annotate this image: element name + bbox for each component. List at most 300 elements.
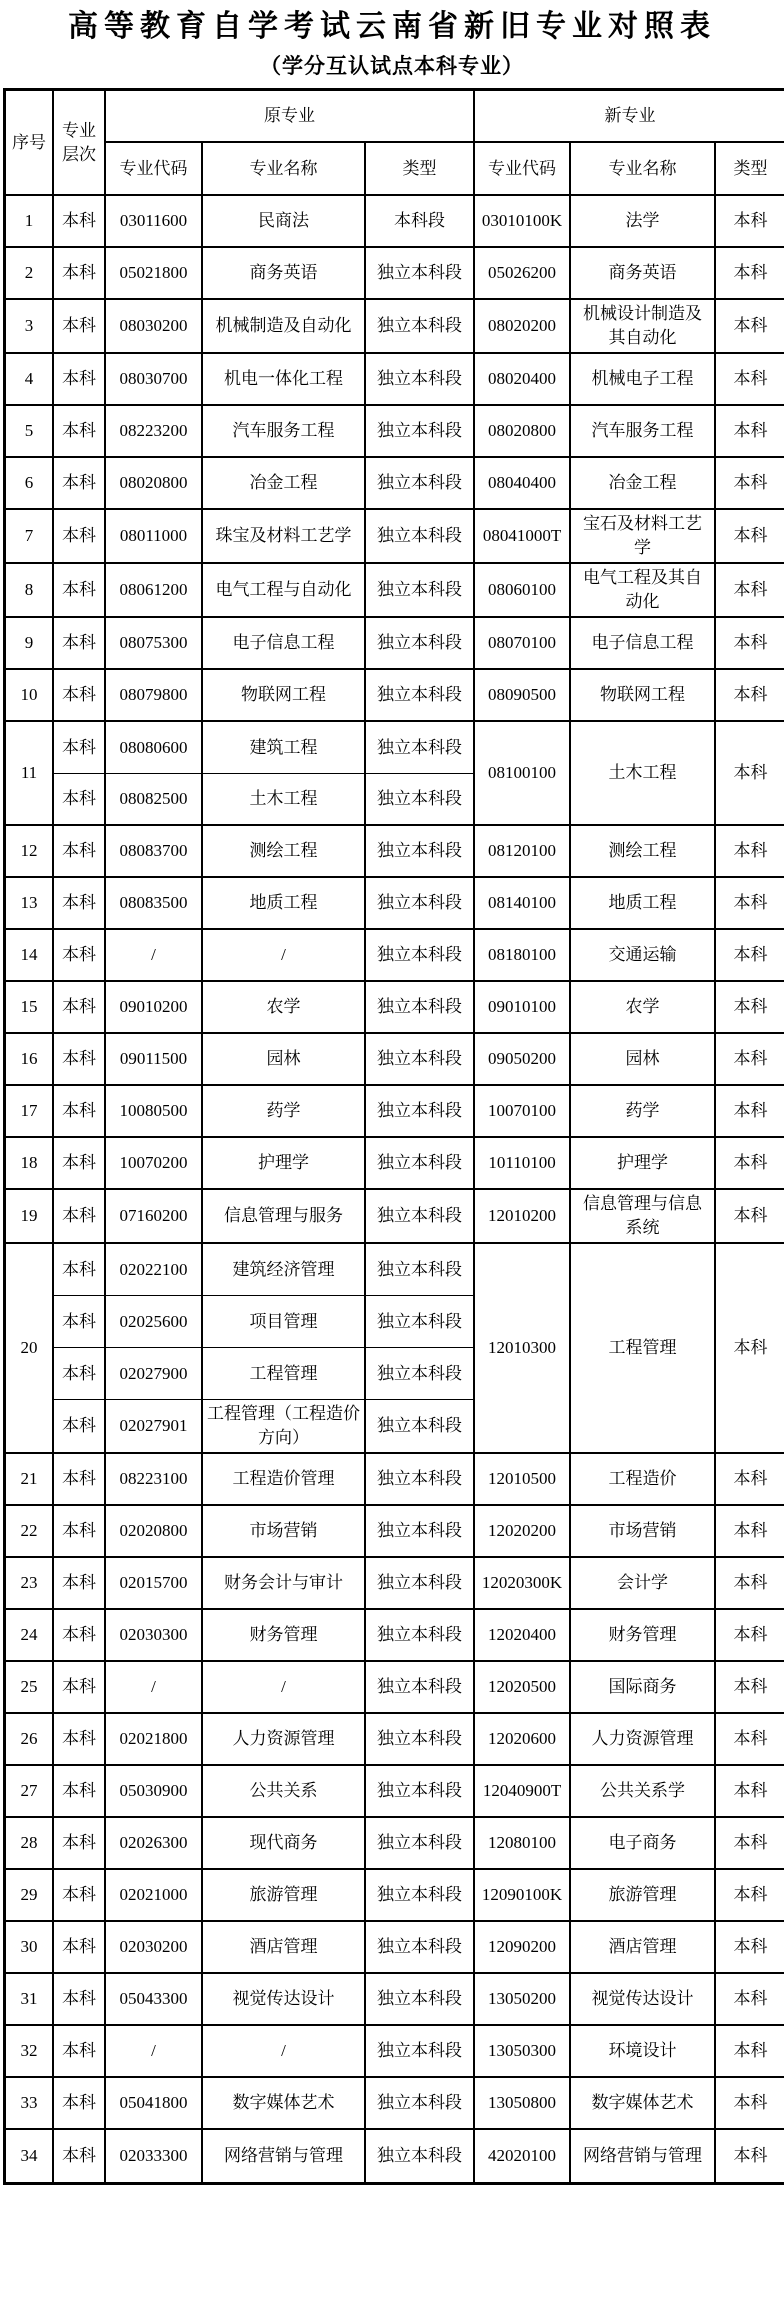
table-row: [6, 826, 784, 878]
new-major-name-cell: 商务英语: [571, 248, 716, 300]
new-major-code-cell: 09010100: [475, 982, 571, 1034]
old-major-code-cell: 02027900: [106, 1348, 203, 1400]
old-major-code-cell: 02021800: [106, 1714, 203, 1766]
new-major-name-cell: 电气工程及其自动化: [571, 564, 716, 618]
table-row: [6, 1974, 784, 2026]
old-major-type-cell: 独立本科段: [366, 248, 475, 300]
new-major-name-cell: 视觉传达设计: [571, 1974, 716, 2026]
new-major-code-cell: 10070100: [475, 1086, 571, 1138]
old-major-type-cell: 独立本科段: [366, 1086, 475, 1138]
old-major-code-cell: 05043300: [106, 1974, 203, 2026]
old-major-name-cell: 地质工程: [203, 878, 366, 930]
old-major-type-cell: 独立本科段: [366, 458, 475, 510]
major-level-cell: 本科: [54, 458, 106, 510]
table-row: [6, 1558, 784, 1610]
major-level-cell: 本科: [54, 774, 106, 826]
new-major-type-cell: 本科: [716, 618, 784, 670]
old-major-type-cell: 独立本科段: [366, 1610, 475, 1662]
new-major-name-cell: 药学: [571, 1086, 716, 1138]
serial-number-cell: 18: [6, 1138, 54, 1190]
major-level-cell: 本科: [54, 1558, 106, 1610]
old-major-name-cell: 商务英语: [203, 248, 366, 300]
new-major-type-cell: 本科: [716, 878, 784, 930]
old-major-type-cell: 独立本科段: [366, 1244, 475, 1296]
new-major-name-cell: 酒店管理: [571, 1922, 716, 1974]
major-level-cell: 本科: [54, 2130, 106, 2182]
old-major-name-cell: 旅游管理: [203, 1870, 366, 1922]
old-major-code-cell: 08082500: [106, 774, 203, 826]
new-major-type-cell: 本科: [716, 1190, 784, 1244]
old-major-type-cell: 独立本科段: [366, 1506, 475, 1558]
serial-number-cell: 3: [6, 300, 54, 354]
major-level-cell: 本科: [54, 670, 106, 722]
major-level-cell: 本科: [54, 300, 106, 354]
new-major-type-cell: 本科: [716, 1034, 784, 1086]
new-major-code-cell: 03010100K: [475, 196, 571, 248]
new-major-code-cell: 08070100: [475, 618, 571, 670]
old-major-code-cell: 02026300: [106, 1818, 203, 1870]
new-major-type-cell: 本科: [716, 300, 784, 354]
old-major-name-cell: 建筑经济管理: [203, 1244, 366, 1296]
serial-number-cell: 26: [6, 1714, 54, 1766]
serial-number-cell: 33: [6, 2078, 54, 2130]
table-row: [6, 564, 784, 618]
new-major-type-cell: 本科: [716, 1714, 784, 1766]
serial-number-cell: 32: [6, 2026, 54, 2078]
old-major-type-cell: 独立本科段: [366, 1818, 475, 1870]
old-major-type-cell: 独立本科段: [366, 1714, 475, 1766]
table-row: [6, 1870, 784, 1922]
old-major-code-cell: 02015700: [106, 1558, 203, 1610]
new-major-type-cell: 本科: [716, 1506, 784, 1558]
table-row: [6, 878, 784, 930]
serial-number-cell: 12: [6, 826, 54, 878]
old-major-type-cell: 独立本科段: [366, 354, 475, 406]
table-row: [6, 930, 784, 982]
major-level-cell: 本科: [54, 982, 106, 1034]
old-major-name-cell: 民商法: [203, 196, 366, 248]
old-major-name-cell: 机电一体化工程: [203, 354, 366, 406]
old-major-code-cell: 10070200: [106, 1138, 203, 1190]
old-major-type-cell: 独立本科段: [366, 826, 475, 878]
old-major-code-cell: 08083700: [106, 826, 203, 878]
new-major-type-cell: 本科: [716, 2026, 784, 2078]
old-major-code-cell: 02020800: [106, 1506, 203, 1558]
new-major-name-cell: 人力资源管理: [571, 1714, 716, 1766]
serial-number-cell: 6: [6, 458, 54, 510]
major-level-cell: 本科: [54, 1244, 106, 1296]
major-level-cell: 本科: [54, 1662, 106, 1714]
new-major-type-cell: 本科: [716, 930, 784, 982]
new-major-name-cell: 园林: [571, 1034, 716, 1086]
new-major-code-cell: 12090200: [475, 1922, 571, 1974]
old-major-name-cell: 现代商务: [203, 1818, 366, 1870]
old-major-type-cell: 独立本科段: [366, 1766, 475, 1818]
new-major-type-cell: 本科: [716, 406, 784, 458]
old-major-type-cell: 独立本科段: [366, 1974, 475, 2026]
old-major-type-cell: 独立本科段: [366, 878, 475, 930]
table-row: [6, 1086, 784, 1138]
old-major-type-cell: 独立本科段: [366, 1138, 475, 1190]
new-major-code-cell: 08120100: [475, 826, 571, 878]
old-major-type-cell: 独立本科段: [366, 774, 475, 826]
page-title: 高等教育自学考试云南省新旧专业对照表: [68, 10, 716, 43]
new-major-name-cell: 测绘工程: [571, 826, 716, 878]
old-major-code-cell: 03011600: [106, 196, 203, 248]
old-major-type-cell: 独立本科段: [366, 2026, 475, 2078]
old-major-name-cell: 网络营销与管理: [203, 2130, 366, 2182]
old-major-name-cell: 财务会计与审计: [203, 1558, 366, 1610]
new-major-type-cell: 本科: [716, 1818, 784, 1870]
new-major-name-cell: 数字媒体艺术: [571, 2078, 716, 2130]
old-major-code-cell: 07160200: [106, 1190, 203, 1244]
old-major-type-cell: 独立本科段: [366, 930, 475, 982]
new-major-name-cell: 宝石及材料工艺学: [571, 510, 716, 564]
new-major-code-cell: 08140100: [475, 878, 571, 930]
table-row: [6, 982, 784, 1034]
table-row: [6, 196, 784, 248]
new-major-code-cell: 08180100: [475, 930, 571, 982]
new-major-code-cell: 12010300: [475, 1244, 571, 1454]
new-major-name-cell: 电子信息工程: [571, 618, 716, 670]
table-row: [6, 618, 784, 670]
table-row: [6, 406, 784, 458]
header-old-major-code: 专业代码: [106, 143, 203, 196]
old-major-name-cell: 公共关系: [203, 1766, 366, 1818]
new-major-code-cell: 12020600: [475, 1714, 571, 1766]
new-major-type-cell: 本科: [716, 1870, 784, 1922]
header-new-major-code: 专业代码: [475, 143, 571, 196]
old-major-code-cell: 08075300: [106, 618, 203, 670]
old-major-code-cell: /: [106, 2026, 203, 2078]
old-major-code-cell: 05021800: [106, 248, 203, 300]
header-old-major-type: 类型: [366, 143, 475, 196]
old-major-type-cell: 独立本科段: [366, 670, 475, 722]
table-row: [6, 1766, 784, 1818]
old-major-name-cell: 农学: [203, 982, 366, 1034]
new-major-code-cell: 05026200: [475, 248, 571, 300]
old-major-code-cell: /: [106, 930, 203, 982]
header-row-groups: [6, 91, 784, 143]
old-major-code-cell: 05041800: [106, 2078, 203, 2130]
old-major-type-cell: 独立本科段: [366, 564, 475, 618]
new-major-name-cell: 财务管理: [571, 1610, 716, 1662]
serial-number-cell: 5: [6, 406, 54, 458]
table-row: [6, 1818, 784, 1870]
serial-number-cell: 17: [6, 1086, 54, 1138]
old-major-name-cell: 工程管理（工程造价方向）: [203, 1400, 366, 1454]
new-major-type-cell: 本科: [716, 1138, 784, 1190]
new-major-name-cell: 机械电子工程: [571, 354, 716, 406]
major-level-cell: 本科: [54, 1974, 106, 2026]
old-major-name-cell: 市场营销: [203, 1506, 366, 1558]
new-major-name-cell: 机械设计制造及其自动化: [571, 300, 716, 354]
major-level-cell: 本科: [54, 1922, 106, 1974]
old-major-type-cell: 独立本科段: [366, 1190, 475, 1244]
new-major-name-cell: 交通运输: [571, 930, 716, 982]
old-major-name-cell: 数字媒体艺术: [203, 2078, 366, 2130]
serial-number-cell: 9: [6, 618, 54, 670]
new-major-name-cell: 会计学: [571, 1558, 716, 1610]
serial-number-cell: 10: [6, 670, 54, 722]
old-major-name-cell: 物联网工程: [203, 670, 366, 722]
table-row: [6, 1610, 784, 1662]
table-row: [6, 1190, 784, 1244]
serial-number-cell: 19: [6, 1190, 54, 1244]
old-major-type-cell: 独立本科段: [366, 300, 475, 354]
old-major-type-cell: 独立本科段: [366, 722, 475, 774]
old-major-name-cell: 机械制造及自动化: [203, 300, 366, 354]
old-major-type-cell: 独立本科段: [366, 618, 475, 670]
new-major-code-cell: 08090500: [475, 670, 571, 722]
header-new-major-name: 专业名称: [571, 143, 716, 196]
old-major-type-cell: 独立本科段: [366, 1870, 475, 1922]
serial-number-cell: 13: [6, 878, 54, 930]
major-level-cell: 本科: [54, 1190, 106, 1244]
major-level-cell: 本科: [54, 248, 106, 300]
old-major-code-cell: 02030300: [106, 1610, 203, 1662]
new-major-code-cell: 13050200: [475, 1974, 571, 2026]
table-row: [6, 1244, 784, 1296]
old-major-name-cell: 人力资源管理: [203, 1714, 366, 1766]
header-old-major-name: 专业名称: [203, 143, 366, 196]
old-major-name-cell: 电气工程与自动化: [203, 564, 366, 618]
new-major-name-cell: 国际商务: [571, 1662, 716, 1714]
old-major-code-cell: 08011000: [106, 510, 203, 564]
header-old-major-group: 原专业: [106, 91, 475, 143]
serial-number-cell: 34: [6, 2130, 54, 2182]
old-major-code-cell: 08223100: [106, 1454, 203, 1506]
old-major-name-cell: 酒店管理: [203, 1922, 366, 1974]
old-major-type-cell: 独立本科段: [366, 1400, 475, 1454]
old-major-type-cell: 独立本科段: [366, 1348, 475, 1400]
major-level-cell: 本科: [54, 878, 106, 930]
header-serial-number: 序号: [6, 91, 54, 196]
new-major-code-cell: 10110100: [475, 1138, 571, 1190]
serial-number-cell: 31: [6, 1974, 54, 2026]
new-major-code-cell: 13050800: [475, 2078, 571, 2130]
old-major-code-cell: 08030200: [106, 300, 203, 354]
major-level-cell: 本科: [54, 2078, 106, 2130]
new-major-type-cell: 本科: [716, 1558, 784, 1610]
new-major-code-cell: 08020200: [475, 300, 571, 354]
new-major-code-cell: 08100100: [475, 722, 571, 826]
table-row: [6, 458, 784, 510]
old-major-code-cell: 02030200: [106, 1922, 203, 1974]
new-major-type-cell: 本科: [716, 1974, 784, 2026]
table-row: [6, 2130, 784, 2182]
old-major-type-cell: 独立本科段: [366, 510, 475, 564]
old-major-name-cell: 土木工程: [203, 774, 366, 826]
old-major-name-cell: /: [203, 930, 366, 982]
major-level-cell: 本科: [54, 1766, 106, 1818]
new-major-type-cell: 本科: [716, 670, 784, 722]
new-major-name-cell: 土木工程: [571, 722, 716, 826]
new-major-code-cell: 13050300: [475, 2026, 571, 2078]
old-major-name-cell: /: [203, 1662, 366, 1714]
new-major-type-cell: 本科: [716, 2078, 784, 2130]
new-major-name-cell: 护理学: [571, 1138, 716, 1190]
new-major-code-cell: 09050200: [475, 1034, 571, 1086]
table-row: [6, 1922, 784, 1974]
table-row: [6, 1662, 784, 1714]
major-level-cell: 本科: [54, 930, 106, 982]
serial-number-cell: 14: [6, 930, 54, 982]
new-major-type-cell: 本科: [733, 2146, 768, 2165]
serial-number-cell: 4: [6, 354, 54, 406]
new-major-name-cell: 地质工程: [571, 878, 716, 930]
major-level-cell: 本科: [54, 354, 106, 406]
serial-number-cell: 25: [6, 1662, 54, 1714]
major-level-cell: 本科: [54, 1454, 106, 1506]
page-subtitle: （学分互认试点本科专业）: [260, 54, 524, 78]
serial-number-cell: 29: [6, 1870, 54, 1922]
old-major-type-cell: 独立本科段: [366, 2078, 475, 2130]
old-major-code-cell: 08061200: [106, 564, 203, 618]
table-row: [6, 722, 784, 774]
old-major-name-cell: 珠宝及材料工艺学: [203, 510, 366, 564]
new-major-code-cell: 42020100: [475, 2130, 571, 2182]
new-major-type-cell: 本科: [716, 458, 784, 510]
old-major-name-cell: 信息管理与服务: [203, 1190, 366, 1244]
old-major-type-cell: 独立本科段: [366, 1454, 475, 1506]
old-major-code-cell: 02027901: [106, 1400, 203, 1454]
new-major-type-cell: 本科: [716, 354, 784, 406]
major-comparison-table: [3, 88, 784, 2185]
serial-number-cell: 2: [6, 248, 54, 300]
old-major-type-cell: 独立本科段: [366, 1558, 475, 1610]
old-major-code-cell: 02033300: [106, 2130, 203, 2182]
old-major-name-cell: 建筑工程: [203, 722, 366, 774]
new-major-type-cell: 本科: [716, 1922, 784, 1974]
new-major-code-cell: 12020500: [475, 1662, 571, 1714]
new-major-type-cell: 本科: [716, 982, 784, 1034]
new-major-code-cell: 08040400: [475, 458, 571, 510]
major-level-cell: 本科: [54, 1506, 106, 1558]
major-level-cell: 本科: [54, 1138, 106, 1190]
new-major-code-cell: 08020400: [475, 354, 571, 406]
old-major-name-cell: 项目管理: [203, 1296, 366, 1348]
serial-number-cell: 20: [6, 1244, 54, 1454]
new-major-type-cell: 本科: [716, 248, 784, 300]
old-major-type-cell: 独立本科段: [366, 1034, 475, 1086]
new-major-type-cell: 本科: [716, 564, 784, 618]
old-major-type-cell: 独立本科段: [366, 1662, 475, 1714]
major-level-cell: 本科: [54, 722, 106, 774]
serial-number-cell: 24: [6, 1610, 54, 1662]
new-major-type-cell: 本科: [716, 196, 784, 248]
comparison-table-body: [6, 196, 784, 2182]
new-major-name-cell: 市场营销: [571, 1506, 716, 1558]
table-row: [6, 2026, 784, 2078]
old-major-code-cell: /: [106, 1662, 203, 1714]
old-major-code-cell: 02021000: [106, 1870, 203, 1922]
new-major-name-cell: 环境设计: [571, 2026, 716, 2078]
header-row-columns: [6, 143, 784, 196]
new-major-name-cell: 旅游管理: [571, 1870, 716, 1922]
old-major-code-cell: 02022100: [106, 1244, 203, 1296]
table-row: [6, 2078, 784, 2130]
major-level-cell: 本科: [54, 1348, 106, 1400]
new-major-code-cell: 12040900T: [475, 1766, 571, 1818]
old-major-type-cell: 独立本科段: [366, 1922, 475, 1974]
major-level-cell: 本科: [54, 618, 106, 670]
table-row: [6, 300, 784, 354]
new-major-type-cell: 本科: [716, 722, 784, 826]
header-new-major-group: 新专业: [475, 91, 784, 143]
new-major-name-cell: 物联网工程: [571, 670, 716, 722]
table-row: [6, 1454, 784, 1506]
new-major-name-cell: 法学: [571, 196, 716, 248]
new-major-code-cell: 12080100: [475, 1818, 571, 1870]
major-level-cell: 本科: [54, 564, 106, 618]
new-major-type-cell: 本科: [716, 1244, 784, 1454]
serial-number-cell: 7: [6, 510, 54, 564]
major-level-cell: 本科: [54, 1714, 106, 1766]
old-major-name-cell: 护理学: [203, 1138, 366, 1190]
table-row: [6, 1138, 784, 1190]
new-major-type-cell: 本科: [716, 1610, 784, 1662]
new-major-name-cell: 工程管理: [571, 1244, 716, 1454]
old-major-type-cell: 独立本科段: [366, 2130, 475, 2182]
table-row: [6, 354, 784, 406]
major-level-cell: 本科: [54, 1870, 106, 1922]
major-level-cell: 本科: [54, 196, 106, 248]
serial-number-cell: 15: [6, 982, 54, 1034]
new-major-type-cell: 本科: [716, 1766, 784, 1818]
new-major-code-cell: 12020400: [475, 1610, 571, 1662]
old-major-name-cell: 工程管理: [203, 1348, 366, 1400]
old-major-code-cell: 08223200: [106, 406, 203, 458]
major-level-cell: 本科: [54, 1610, 106, 1662]
new-major-name-cell: 网络营销与管理: [571, 2130, 716, 2182]
serial-number-cell: 16: [6, 1034, 54, 1086]
old-major-code-cell: 08020800: [106, 458, 203, 510]
major-level-cell: 本科: [54, 510, 106, 564]
table-row: [6, 1506, 784, 1558]
old-major-name-cell: 财务管理: [203, 1610, 366, 1662]
serial-number-cell: 23: [6, 1558, 54, 1610]
table-header: [6, 91, 784, 196]
table-row: [6, 1034, 784, 1086]
old-major-code-cell: 10080500: [106, 1086, 203, 1138]
major-level-cell: 本科: [54, 2026, 106, 2078]
old-major-name-cell: 冶金工程: [203, 458, 366, 510]
serial-number-cell: 8: [6, 564, 54, 618]
old-major-name-cell: 电子信息工程: [203, 618, 366, 670]
new-major-name-cell: 农学: [571, 982, 716, 1034]
old-major-name-cell: 视觉传达设计: [203, 1974, 366, 2026]
new-major-name-cell: 工程造价: [571, 1454, 716, 1506]
old-major-name-cell: 园林: [203, 1034, 366, 1086]
new-major-name-cell: 冶金工程: [571, 458, 716, 510]
table-row: [6, 248, 784, 300]
table-row: [6, 670, 784, 722]
major-level-cell: 本科: [54, 1818, 106, 1870]
new-major-code-cell: 12090100K: [475, 1870, 571, 1922]
old-major-code-cell: 02025600: [106, 1296, 203, 1348]
new-major-code-cell: 12010200: [475, 1190, 571, 1244]
old-major-type-cell: 独立本科段: [366, 982, 475, 1034]
old-major-type-cell: 独立本科段: [366, 406, 475, 458]
new-major-type-cell: 本科: [716, 510, 784, 564]
old-major-name-cell: 汽车服务工程: [203, 406, 366, 458]
major-level-cell: 本科: [54, 1400, 106, 1454]
table-row: [6, 1714, 784, 1766]
serial-number-cell: 11: [6, 722, 54, 826]
new-major-code-cell: 12010500: [475, 1454, 571, 1506]
old-major-name-cell: /: [203, 2026, 366, 2078]
